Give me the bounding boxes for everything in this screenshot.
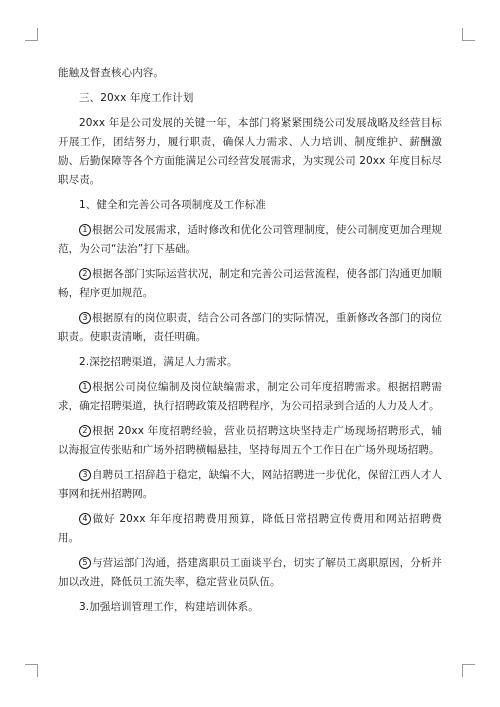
list-item	[58, 378, 442, 416]
subsection-heading-1: 1、健全和完善公司各项制度及工作标准	[79, 199, 266, 211]
circled-number-marker: 1	[79, 381, 91, 393]
crop-mark-top-right	[462, 28, 475, 41]
circled-number-marker: 2	[79, 425, 91, 437]
list-item-text: 做好 20xx 年年度招聘费用预算，降低日常招聘宣传费用和网站招聘费用。	[58, 513, 442, 544]
list-item	[58, 466, 442, 504]
list-item	[58, 510, 442, 548]
subsection-heading-2: 2.深挖招聘渠道，满足人力需求。	[79, 356, 238, 368]
crop-mark-bottom-left	[25, 664, 38, 677]
list-item-text: 根据原有的岗位职责，结合公司各部门的实际情况，重新修改各部门的岗位职责。使职责清晰，责任明确。	[58, 312, 442, 343]
list-item-text: 根据各部门实际运营状况，制定和完善公司运营流程，使各部门沟通更加顺畅，程序更加规范。	[58, 268, 442, 299]
circled-number-marker: 5	[79, 557, 91, 569]
document-body	[58, 64, 442, 623]
circled-number-marker: 3	[79, 312, 91, 324]
list-item-text: 根据公司岗位编制及岗位缺编需求，制定公司年度招聘需求。根据招聘需求，确定招聘渠道，执行招聘政策及招聘程序，为公司招录到合适的人力及人才。	[58, 381, 442, 412]
list-item-text: 根据 20xx 年度招聘经验，营业员招聘这块坚持走广场现场招聘形式，辅以海报宣传张贴和广场外招聘横幅悬挂，坚持每周五个工作日在广场外现场招聘。	[58, 425, 442, 456]
circled-number-marker: 3	[79, 469, 91, 481]
list-item	[58, 422, 442, 460]
list-item-text: 与营运部门沟通，搭建离职员工面谈平台，切实了解员工离职原因，分析并加以改进，降低员工流失率，稳定营业员队伍。	[58, 557, 442, 588]
subsection-heading-3: 3.加强培训管理工作，构建培训体系。	[79, 601, 259, 613]
circled-number-marker: 1	[79, 224, 91, 236]
crop-mark-bottom-right	[462, 664, 475, 677]
circled-number-marker: 2	[79, 268, 91, 280]
list-item	[58, 554, 442, 592]
list-item	[58, 221, 442, 259]
intro-paragraph: 20xx 年是公司发展的关键一年，本部门将紧紧围绕公司发展战略及经营目标开展工作，团结努力，履行职责，确保人力需求、人力培训、制度维护、薪酬激励、后勤保障等各个方面能满足公司经营发展需求，为实现公司 20xx 年度目标尽职尽责。	[58, 117, 442, 186]
paragraph-continuation: 能触及督查核心内容。	[58, 67, 164, 79]
list-item	[58, 309, 442, 347]
circled-number-marker: 4	[79, 513, 91, 525]
list-item-text: 根据公司发展需求，适时修改和优化公司管理制度，使公司制度更加合理规范，为公司“法治”打下基础。	[58, 224, 442, 255]
section-heading: 三、20xx 年度工作计划	[79, 92, 194, 104]
crop-mark-top-left	[25, 28, 38, 41]
list-item-text: 自聘员工招辞趋于稳定，缺编不大，网站招聘进一步优化，保留江西人才人事网和抚州招聘网。	[58, 469, 442, 500]
list-item	[58, 265, 442, 303]
